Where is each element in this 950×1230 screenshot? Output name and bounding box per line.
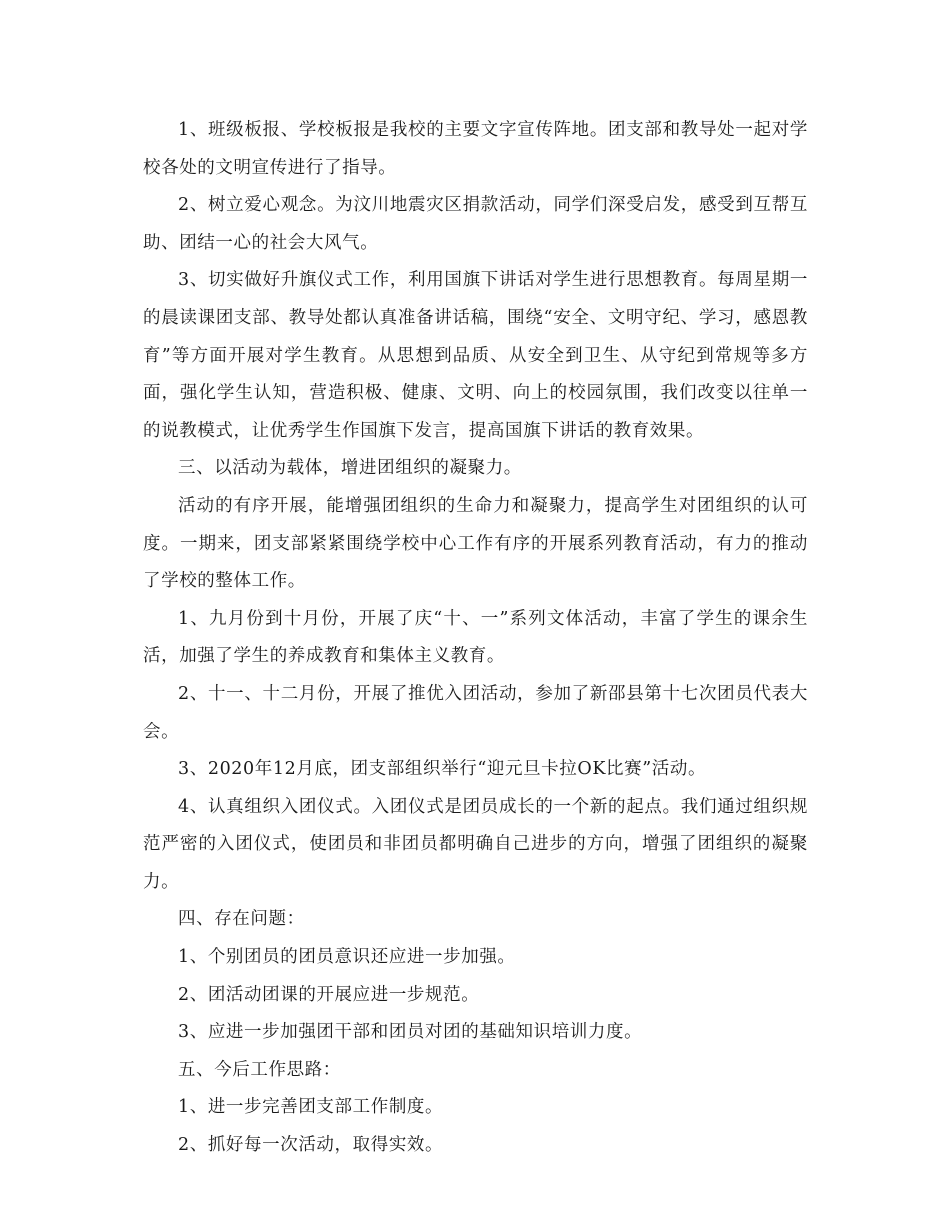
paragraph-problem-2: 2、团活动团课的开展应进一步规范。 xyxy=(178,984,480,1005)
paragraph-love-concept: 2、树立爱心观念。为汶川地震灾区捐款活动，同学们深受启发，感受到互帮互助、团结一心的社会大风气。 xyxy=(143,195,808,253)
paragraph-flag-ceremony: 3、切实做好升旗仪式工作，利用国旗下讲话对学生进行思想教育。每周星期一的晨读课团支部、教导处都认真准备讲话稿，围绕“安全、文明守纪、学习，感恩教育”等方面开展对学生教育。从思想到品质、从安全到卫生、从守纪到常规等多方面，强化学生认知，营造积极、健康、文明、向上的校园氛围，我们改变以往单一的说教模式，让优秀学生作国旗下发言，提高国旗下讲话的教育效果。 xyxy=(143,270,808,441)
paragraph-plan-2: 2、抓好每一次活动，取得实效。 xyxy=(178,1135,444,1156)
section-heading-activities: 三、以活动为载体，增进团组织的凝聚力。 xyxy=(178,458,522,479)
paragraph-karaoke-contest: 3、2020年12月底，团支部组织举行“迎元旦卡拉OK比赛”活动。 xyxy=(178,759,707,780)
paragraph-problem-1: 1、个别团员的团员意识还应进一步加强。 xyxy=(178,947,516,968)
paragraph-league-recruitment: 2、十一、十二月份，开展了推优入团活动，参加了新邵县第十七次团员代表大会。 xyxy=(143,683,808,742)
paragraph-national-day-activities: 1、九月份到十月份，开展了庆“十、一”系列文体活动，丰富了学生的课余生活，加强了学生的养成教育和集体主义教育。 xyxy=(143,608,808,667)
paragraph-problem-3: 3、应进一步加强团干部和团员对团的基础知识培训力度。 xyxy=(178,1022,643,1043)
document-body xyxy=(143,112,808,1165)
paragraph-activities-intro: 活动的有序开展，能增强团组织的生命力和凝聚力，提高学生对团组织的认可度。一期来，团支部紧紧围绕学校中心工作有序的开展系列教育活动，有力的推动了学校的整体工作。 xyxy=(143,495,808,592)
paragraph-plan-1: 1、进一步完善团支部工作制度。 xyxy=(178,1097,444,1118)
section-heading-future-plans: 五、今后工作思路： xyxy=(178,1059,341,1080)
paragraph-induction-ceremony: 4、认真组织入团仪式。入团仪式是团员成长的一个新的起点。我们通过组织规范严密的入团仪式，使团员和非团员都明确自己进步的方向，增强了团组织的凝聚力。 xyxy=(143,796,808,892)
paragraph-board-reports: 1、班级板报、学校板报是我校的主要文字宣传阵地。团支部和教导处一起对学校各处的文明宣传进行了指导。 xyxy=(143,120,808,178)
section-heading-problems: 四、存在问题： xyxy=(178,909,305,930)
